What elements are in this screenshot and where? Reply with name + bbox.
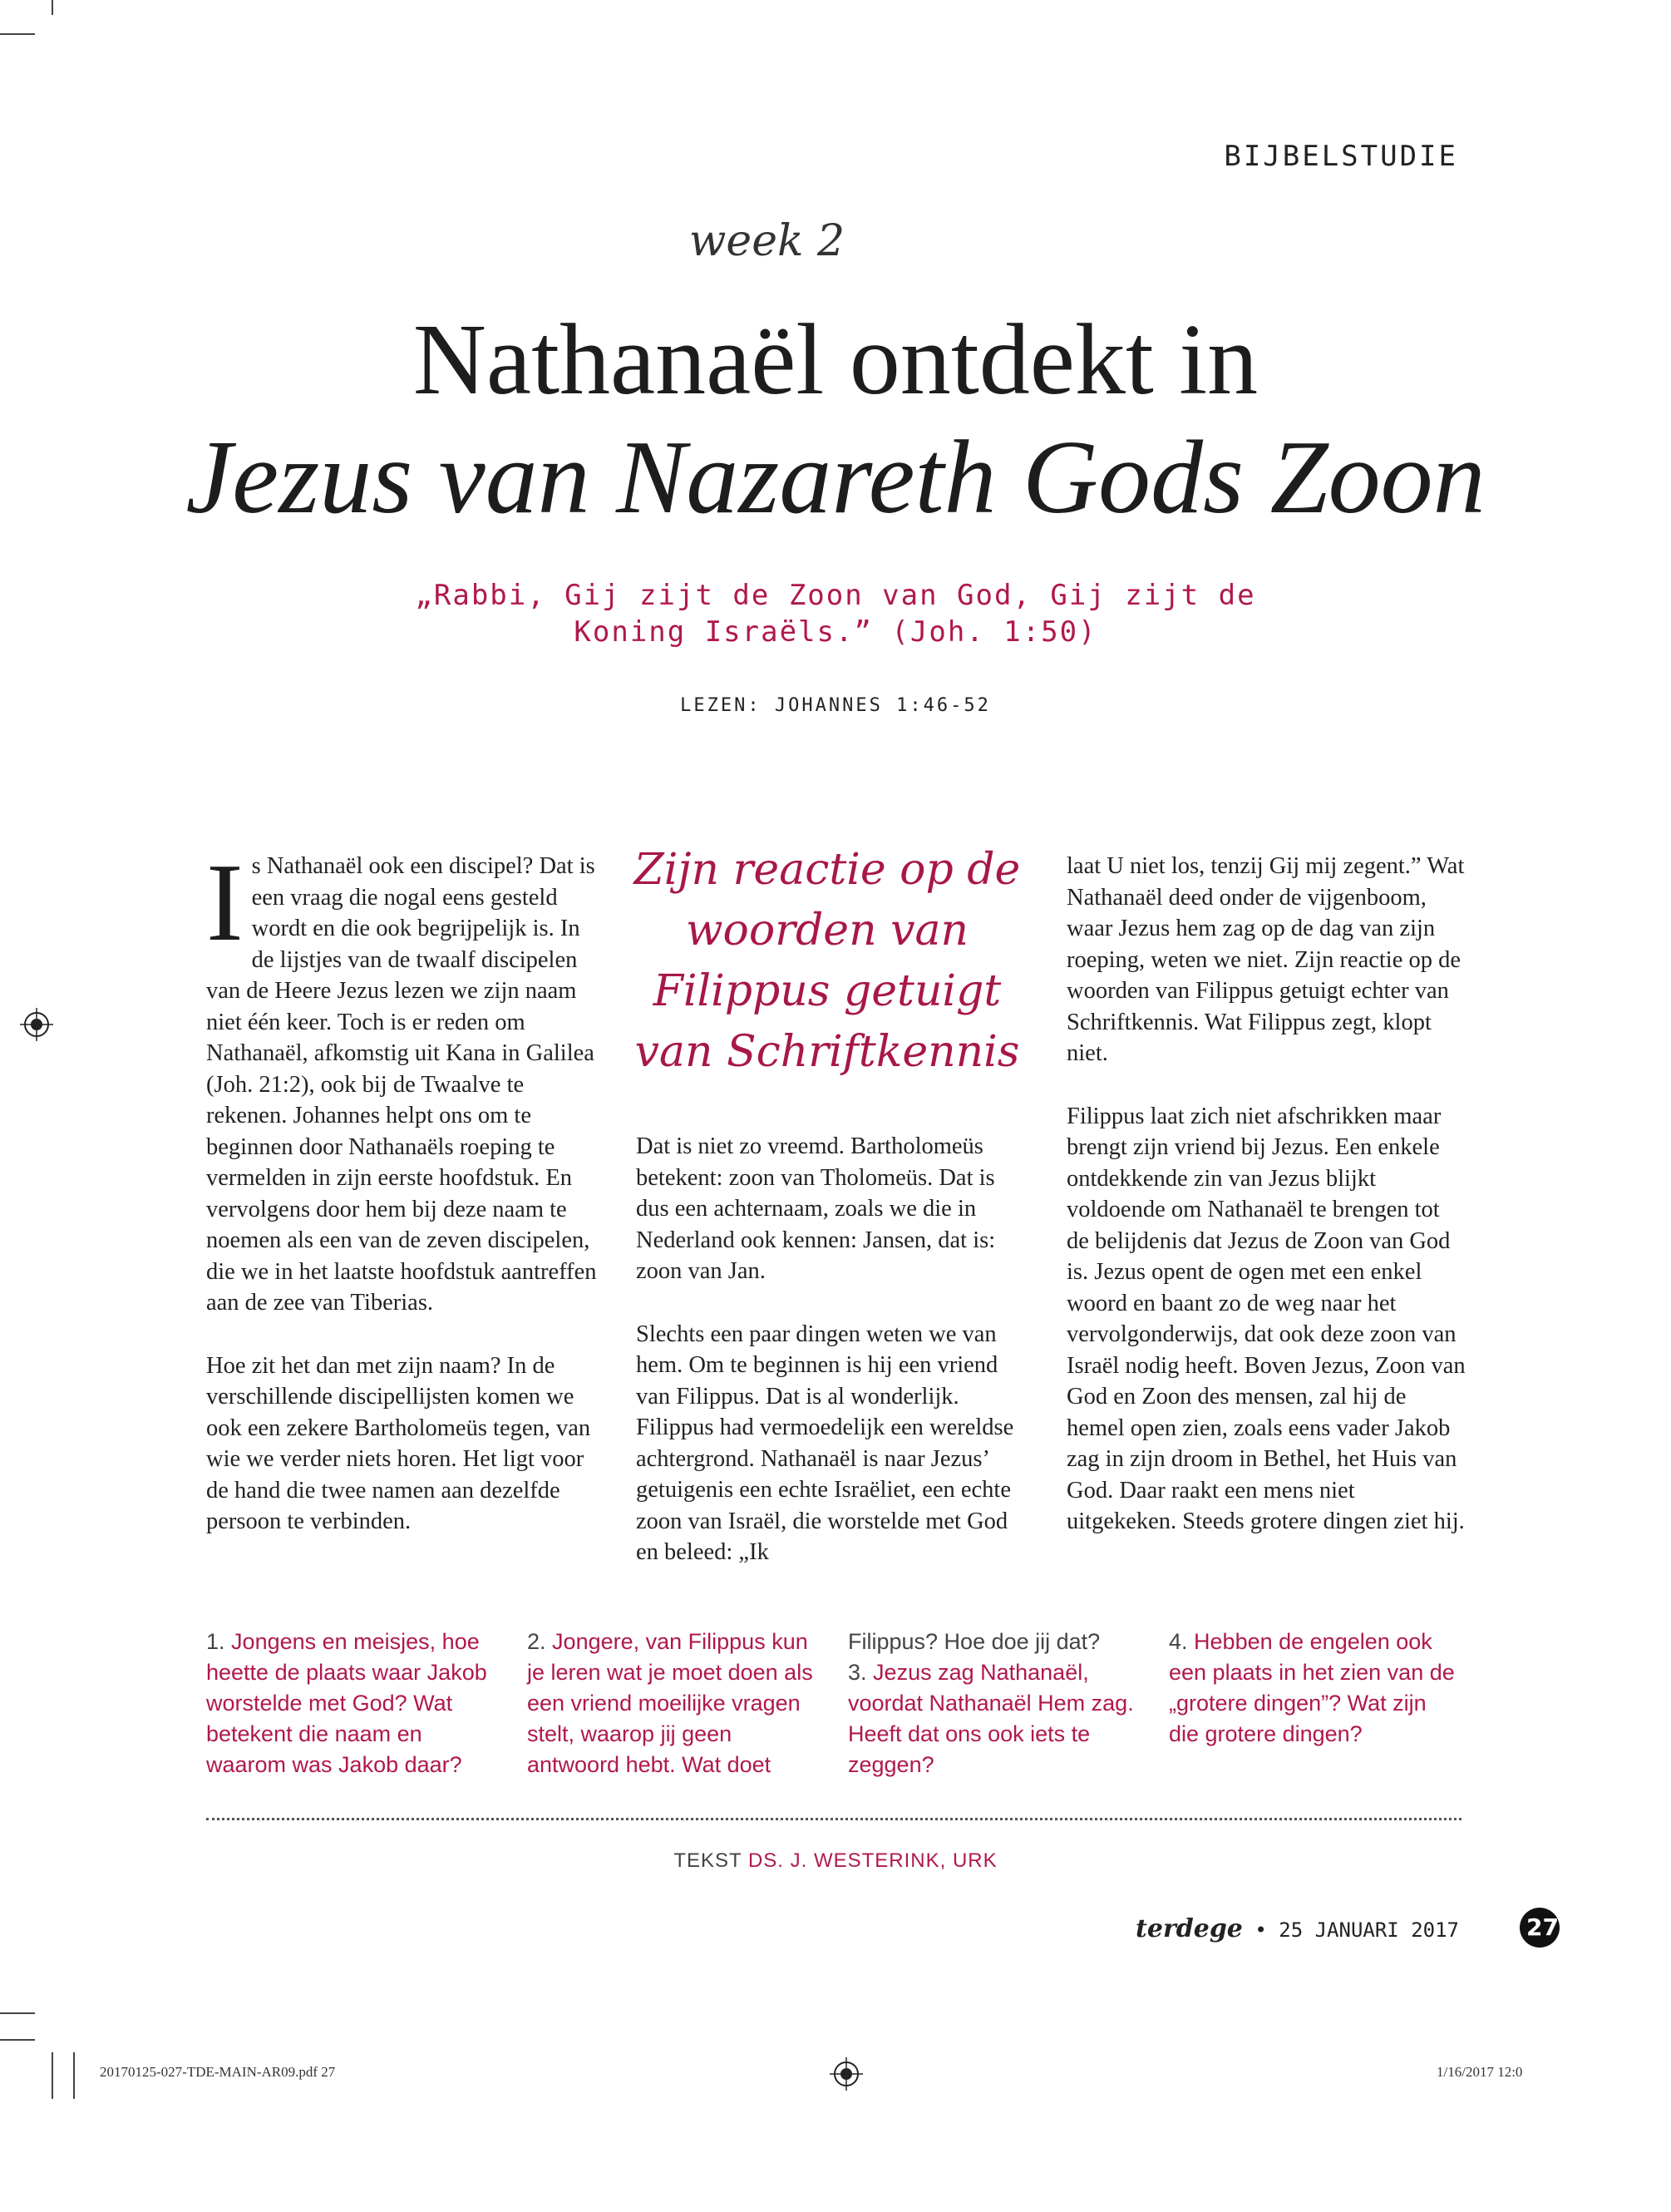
question-number: 1. xyxy=(206,1629,225,1654)
paragraph-text: s Nathanaël ook een discipel? Dat is een vraag die nogal eens gesteld wordt en die ook begrijpelijk is. In de lijstjes van de twaalf discipelen van de Heere Jezus lezen we zijn naam niet één keer. Toch is er reden om Nathanaël, afkomstig uit Kana in Galilea (Joh. 21:2), ook bij de Twaalve te rekenen. Johannes helpt ons om te beginnen door Nathanaëls roeping te vermelden in zijn eerste hoofdstuk. En vervolgens door hem bij deze naam te noemen als een van de zeven discipelen, die we in het laatste hoofdstuk aantreffen aan de zee van Tiberias. xyxy=(206,853,597,1316)
article-paragraph: Hoe zit het dan met zijn naam? In de verschillende discipellijsten komen we ook een zekere Bartholomeüs tegen, van wie we verder niets horen. Het ligt voor de hand die twee namen aan dezelfde persoon te verbinden. xyxy=(206,1352,591,1534)
article-paragraph: Dat is niet zo vreemd. Bartholomeüs betekent: zoon van Tholomeüs. Dat is dus een achternaam, zoals we die in Nederland ook kennen: Jansen, dat is: zoon van Jan. xyxy=(636,1133,996,1284)
crop-mark xyxy=(0,33,35,35)
crop-mark xyxy=(52,2052,53,2099)
article-column-1 xyxy=(206,841,597,1538)
article-paragraph: Slechts een paar dingen weten we van hem. Om te beginnen is hij een vriend van Filippus. Dat is al wonderlijk. Filippus had vermoedelijk een wereldse achtergrond. Nathanaël is naar Jezus’ getuigenis een echte Israëliet, een echte zoon van Israël, die worstelde met God en beleed: „Ik xyxy=(636,1321,1014,1565)
bible-quote-line1: „Rabbi, Gij zijt de Zoon van God, Gij zijt de xyxy=(415,579,1256,612)
crop-mark xyxy=(0,2039,35,2041)
crop-mark xyxy=(52,0,53,15)
question-number: 4. xyxy=(1169,1629,1188,1654)
author-credit xyxy=(0,1849,1671,1873)
print-slug-date: 1/16/2017 12:0 xyxy=(1437,2064,1523,2080)
issue-date: 25 JANUARI 2017 xyxy=(1279,1918,1459,1942)
footer xyxy=(1136,1914,1459,1943)
article-paragraph: laat U niet los, tenzij Gij mij zegent.” Wat Nathanaël deed onder de vijgenboom, waar Jezus hem zag op de dag van zijn roeping, weten we niet. Zijn reactie op de woorden van Filippus getuigt echter van Schriftkennis. Wat Filippus zegt, klopt niet. xyxy=(1067,853,1465,1066)
credit-label: TEKST xyxy=(673,1849,742,1872)
question-1 xyxy=(206,1627,497,1780)
crop-mark xyxy=(0,2012,35,2014)
crop-mark xyxy=(73,2052,75,2099)
article-column-2 xyxy=(636,1131,1027,1568)
brand-logo: terdege xyxy=(1136,1914,1243,1943)
page-number: 27 xyxy=(1520,1908,1560,1948)
question-text: Jongere, van Filippus kun je leren wat je moet doen als een vriend moeilijke vragen stelt, waarop jij geen antwoord hebt. Wat doet xyxy=(527,1629,813,1777)
print-slug-file: 20170125-027-TDE-MAIN-AR09.pdf 27 xyxy=(100,2064,336,2080)
bible-quote xyxy=(0,577,1671,650)
registration-mark-icon xyxy=(20,1008,53,1041)
divider xyxy=(206,1818,1462,1820)
question-number: 3. xyxy=(848,1660,867,1685)
question-4 xyxy=(1169,1627,1460,1750)
bible-quote-line2: Koning Israëls.” (Joh. 1:50) xyxy=(574,615,1097,649)
question-2 xyxy=(527,1627,818,1780)
article-paragraph xyxy=(206,841,597,1319)
question-text: Jongens en meisjes, hoe heette de plaats waar Jakob worstelde met God? Wat betekent die naam en waarom was Jakob daar? xyxy=(206,1629,487,1777)
page-title-line1: Nathanaël ontdekt in xyxy=(412,304,1259,416)
question-2-continued: Filippus? Hoe doe jij dat? xyxy=(848,1629,1101,1654)
question-text: Jezus zag Nathanaël, voordat Nathanaël Hem zag. Heeft dat ons ook iets te zeggen? xyxy=(848,1660,1134,1777)
footer-bullet: • xyxy=(1254,1918,1267,1942)
question-number: 2. xyxy=(527,1629,546,1654)
article-paragraph: Filippus laat zich niet afschrikken maar brengt zijn vriend bij Jezus. Een enkele ontdekkende zin van Jezus blijkt voldoende om Nathanaël te brengen tot de belijdenis dat Jezus de Zoon van God is. Jezus opent de ogen met een enkel woord en baant zo de weg naar het vervolgonderwijs, dat ook deze zoon van Israël nodig heeft. Boven Jezus, Zoon van God en Zoon des mensen, zal hij de hemel open zien, zoals eens vader Jakob zag in zijn droom in Bethel, het Huis van God. Daar raakt een mens niet uitgekeken. Steeds grotere dingen ziet hij. xyxy=(1067,1103,1466,1534)
question-text: Hebben de engelen ook een plaats in het zien van de „grotere dingen”? Wat zijn die grotere dingen? xyxy=(1169,1629,1455,1746)
page-title-line2: Jezus van Nazareth Gods Zoon xyxy=(185,420,1486,536)
registration-mark-icon xyxy=(830,2057,863,2091)
week-label: week 2 xyxy=(688,216,845,266)
pull-quote: Zijn reactie op de woorden van Filippus getuigt van Schriftkennis xyxy=(633,845,1021,1077)
section-label: BIJBELSTUDIE xyxy=(1224,140,1458,173)
article-column-3 xyxy=(1067,851,1466,1538)
credit-author: DS. J. WESTERINK, URK xyxy=(747,1849,998,1872)
drop-cap: I xyxy=(206,841,244,964)
reading-reference: LEZEN: JOHANNES 1:46-52 xyxy=(680,695,991,716)
question-3 xyxy=(848,1627,1139,1780)
